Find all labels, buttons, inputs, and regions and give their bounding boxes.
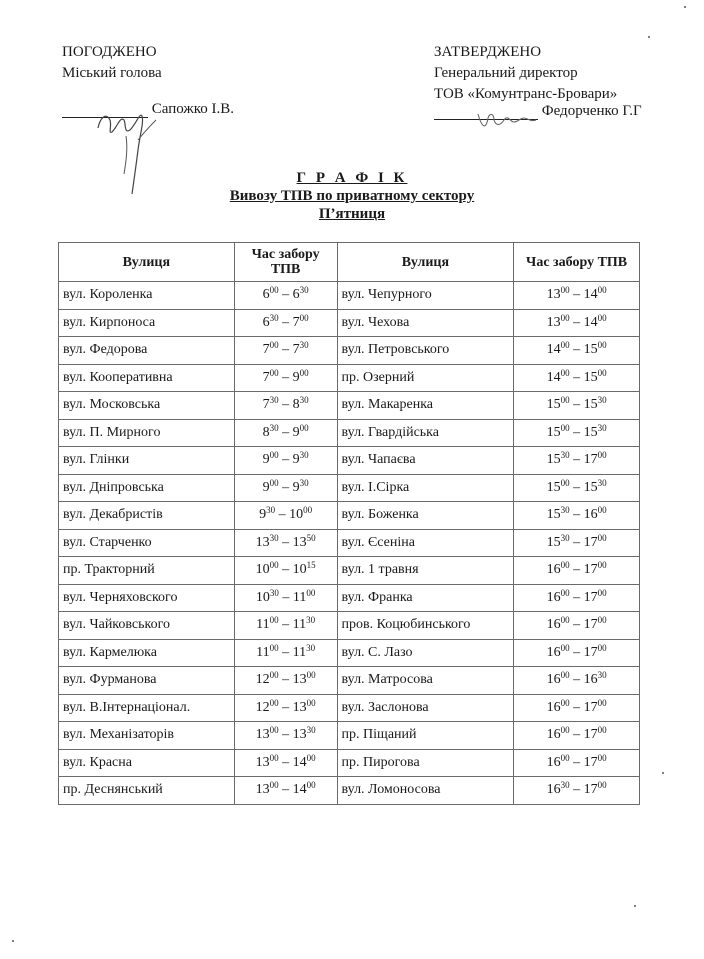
street-cell: вул. Фурманова	[59, 667, 235, 695]
time-minutes: 00	[597, 560, 607, 571]
time-minutes: 00	[597, 642, 607, 653]
time-minutes: 00	[560, 367, 570, 378]
time-cell: $13^{30} - 13^{50}$	[234, 529, 337, 557]
time-cell: $15^{00} - 15^{30}$	[514, 392, 640, 420]
time-minutes: 00	[597, 367, 607, 378]
time-hours: 13	[546, 314, 561, 330]
time-minutes: 30	[266, 505, 276, 516]
time-hours: 15	[546, 452, 561, 468]
street-cell: вул. Петровського	[337, 337, 514, 365]
time-cell: $14^{00} - 15^{00}$	[514, 364, 640, 392]
time-minutes: 00	[269, 340, 279, 351]
time-hours: 11	[292, 617, 307, 633]
time-cell: $12^{00} - 13^{00}$	[234, 667, 337, 695]
header-street-right: Вулиця	[337, 243, 514, 282]
time-hours: 16	[546, 644, 561, 660]
time-hours: 14	[583, 314, 598, 330]
time-cell: $13^{00} - 14^{00}$	[514, 309, 640, 337]
street-cell: вул. С. Лазо	[337, 639, 514, 667]
time-cell: $16^{00} - 17^{00}$	[514, 722, 640, 750]
title-block	[0, 169, 704, 223]
time-hours: 10	[255, 589, 270, 605]
time-minutes: 30	[560, 780, 570, 791]
time-minutes: 00	[269, 752, 279, 763]
time-hours: 13	[292, 727, 307, 743]
street-cell: вул. Чайковського	[59, 612, 235, 640]
street-cell: вул. Франка	[337, 584, 514, 612]
time-cell: $10^{30} - 11^{00}$	[234, 584, 337, 612]
time-minutes: 30	[299, 450, 309, 461]
street-cell: вул. Кирпоноса	[59, 309, 235, 337]
time-minutes: 00	[299, 422, 309, 433]
time-hours: 17	[583, 727, 598, 743]
time-minutes: 30	[299, 395, 309, 406]
time-cell: $13^{00} - 14^{00}$	[234, 777, 337, 805]
street-cell: вул. Черняховского	[59, 584, 235, 612]
time-minutes: 30	[306, 615, 316, 626]
time-minutes: 00	[299, 367, 309, 378]
time-cell: $12^{00} - 13^{00}$	[234, 694, 337, 722]
street-cell: вул. Кооперативна	[59, 364, 235, 392]
time-cell: $13^{00} - 14^{00}$	[514, 282, 640, 310]
street-cell: вул. Федорова	[59, 337, 235, 365]
time-hours: 12	[255, 699, 270, 715]
time-minutes: 00	[560, 477, 570, 488]
time-cell: $9^{00} - 9^{30}$	[234, 474, 337, 502]
time-minutes: 00	[597, 340, 607, 351]
table-row	[59, 557, 640, 585]
time-cell: $16^{00} - 17^{00}$	[514, 557, 640, 585]
street-cell: вул. Матросова	[337, 667, 514, 695]
time-hours: 17	[583, 699, 598, 715]
time-minutes: 30	[597, 477, 607, 488]
time-hours: 16	[546, 617, 561, 633]
time-cell: $16^{00} - 16^{30}$	[514, 667, 640, 695]
time-hours: 11	[292, 589, 307, 605]
approval-right-heading: ЗАТВЕРДЖЕНО	[434, 44, 542, 60]
time-hours: 9	[292, 424, 300, 440]
time-minutes: 00	[269, 697, 279, 708]
street-cell: вул. П. Мирного	[59, 419, 235, 447]
time-hours: 7	[292, 342, 300, 358]
table-row	[59, 447, 640, 475]
time-cell: $11^{00} - 11^{30}$	[234, 612, 337, 640]
time-hours: 17	[583, 452, 598, 468]
time-hours: 15	[583, 424, 598, 440]
time-hours: 17	[583, 534, 598, 550]
time-minutes: 00	[269, 560, 279, 571]
time-minutes: 00	[269, 450, 279, 461]
time-minutes: 30	[299, 477, 309, 488]
time-minutes: 30	[560, 505, 570, 516]
time-cell: $7^{00} - 9^{00}$	[234, 364, 337, 392]
time-cell: $16^{00} - 17^{00}$	[514, 584, 640, 612]
approval-left-position: Міський голова	[62, 65, 162, 81]
street-cell: вул. Боженка	[337, 502, 514, 530]
time-hours: 9	[292, 452, 300, 468]
time-minutes: 00	[560, 697, 570, 708]
time-hours: 14	[292, 754, 307, 770]
approval-left-signer: Сапожко І.В.	[151, 101, 235, 117]
time-hours: 14	[546, 342, 561, 358]
time-minutes: 00	[269, 285, 279, 296]
time-hours: 16	[546, 562, 561, 578]
street-cell: вул. Гвардійська	[337, 419, 514, 447]
time-cell: $16^{00} - 17^{00}$	[514, 749, 640, 777]
table-row	[59, 722, 640, 750]
time-hours: 17	[583, 589, 598, 605]
time-hours: 13	[292, 534, 307, 550]
street-cell: вул. Чехова	[337, 309, 514, 337]
time-minutes: 00	[560, 752, 570, 763]
table-row	[59, 639, 640, 667]
time-hours: 10	[255, 562, 270, 578]
time-hours: 7	[262, 342, 270, 358]
time-hours: 16	[583, 672, 598, 688]
street-cell: вул. В.Інтернаціонал.	[59, 694, 235, 722]
street-cell: вул. Короленка	[59, 282, 235, 310]
time-hours: 13	[255, 534, 270, 550]
time-hours: 11	[256, 644, 270, 660]
time-cell: $16^{00} - 17^{00}$	[514, 612, 640, 640]
time-minutes: 30	[269, 395, 279, 406]
street-cell: вул. Єсеніна	[337, 529, 514, 557]
time-cell: $11^{00} - 11^{30}$	[234, 639, 337, 667]
schedule-table	[58, 242, 640, 805]
time-cell: $15^{30} - 16^{00}$	[514, 502, 640, 530]
time-hours: 13	[292, 672, 307, 688]
street-cell: пр. Піщаний	[337, 722, 514, 750]
time-hours: 16	[583, 507, 598, 523]
time-hours: 13	[292, 699, 307, 715]
street-cell: вул. Макаренка	[337, 392, 514, 420]
time-hours: 14	[546, 369, 561, 385]
time-hours: 16	[546, 727, 561, 743]
table-row	[59, 282, 640, 310]
time-cell: $15^{30} - 17^{00}$	[514, 529, 640, 557]
time-minutes: 00	[597, 587, 607, 598]
time-cell: $9^{30} - 10^{00}$	[234, 502, 337, 530]
time-hours: 17	[583, 782, 598, 798]
time-minutes: 00	[597, 780, 607, 791]
street-cell: вул. Ломоносова	[337, 777, 514, 805]
time-minutes: 00	[269, 477, 279, 488]
time-hours: 16	[546, 699, 561, 715]
time-minutes: 00	[269, 367, 279, 378]
time-hours: 14	[583, 287, 598, 303]
time-hours: 12	[255, 672, 270, 688]
time-hours: 9	[262, 452, 270, 468]
time-minutes: 30	[269, 312, 279, 323]
time-minutes: 00	[269, 642, 279, 653]
time-hours: 10	[292, 562, 307, 578]
time-minutes: 30	[306, 725, 316, 736]
time-cell: $6^{00} - 6^{30}$	[234, 282, 337, 310]
street-cell: вул. Декабристів	[59, 502, 235, 530]
street-cell: вул. Механізаторів	[59, 722, 235, 750]
time-hours: 15	[546, 534, 561, 550]
time-minutes: 00	[597, 532, 607, 543]
table-row	[59, 584, 640, 612]
scan-speck	[662, 772, 664, 774]
time-hours: 15	[583, 369, 598, 385]
time-hours: 15	[583, 342, 598, 358]
time-minutes: 30	[299, 285, 309, 296]
time-minutes: 00	[560, 670, 570, 681]
time-cell: $10^{00} - 10^{15}$	[234, 557, 337, 585]
time-minutes: 30	[299, 340, 309, 351]
header-time-left: Час забору ТПВ	[234, 243, 337, 282]
time-cell: $8^{30} - 9^{00}$	[234, 419, 337, 447]
time-minutes: 00	[560, 615, 570, 626]
document-title: Г Р А Ф І К	[296, 170, 408, 186]
time-cell: $16^{00} - 17^{00}$	[514, 694, 640, 722]
time-minutes: 00	[597, 505, 607, 516]
street-cell: вул. Красна	[59, 749, 235, 777]
time-minutes: 00	[560, 312, 570, 323]
time-minutes: 00	[597, 312, 607, 323]
time-minutes: 00	[560, 587, 570, 598]
time-minutes: 30	[269, 532, 279, 543]
time-minutes: 00	[269, 725, 279, 736]
time-cell: $15^{30} - 17^{00}$	[514, 447, 640, 475]
time-hours: 14	[292, 782, 307, 798]
table-row	[59, 392, 640, 420]
time-minutes: 30	[597, 670, 607, 681]
street-cell: пр. Озерний	[337, 364, 514, 392]
time-hours: 13	[255, 754, 270, 770]
street-cell: пр. Пирогова	[337, 749, 514, 777]
table-row	[59, 419, 640, 447]
table-row	[59, 337, 640, 365]
approval-right-signer: Федорченко Г.Г	[541, 103, 642, 119]
time-minutes: 50	[306, 532, 316, 543]
document-subtitle: Вивозу ТПВ по приватному сектору	[229, 188, 475, 204]
time-minutes: 00	[597, 752, 607, 763]
time-minutes: 00	[299, 312, 309, 323]
header-street-left: Вулиця	[59, 243, 235, 282]
time-minutes: 00	[597, 615, 607, 626]
approval-left-heading: ПОГОДЖЕНО	[62, 44, 157, 60]
time-minutes: 00	[560, 395, 570, 406]
table-row	[59, 612, 640, 640]
time-hours: 13	[255, 727, 270, 743]
time-minutes: 15	[306, 560, 316, 571]
time-hours: 9	[292, 479, 300, 495]
time-hours: 7	[262, 369, 270, 385]
table-row	[59, 502, 640, 530]
time-hours: 13	[255, 782, 270, 798]
street-cell: вул. Московська	[59, 392, 235, 420]
time-minutes: 00	[306, 697, 316, 708]
time-hours: 8	[262, 424, 270, 440]
street-cell: вул. І.Сірка	[337, 474, 514, 502]
time-cell: $15^{00} - 15^{30}$	[514, 474, 640, 502]
street-cell: вул. Чапаєва	[337, 447, 514, 475]
time-minutes: 00	[560, 340, 570, 351]
time-cell: $9^{00} - 9^{30}$	[234, 447, 337, 475]
time-minutes: 30	[306, 642, 316, 653]
scan-speck	[684, 6, 686, 8]
time-minutes: 00	[306, 752, 316, 763]
table-row	[59, 529, 640, 557]
time-hours: 17	[583, 644, 598, 660]
time-minutes: 00	[306, 780, 316, 791]
table-row	[59, 749, 640, 777]
scan-speck	[648, 36, 650, 38]
time-hours: 17	[583, 754, 598, 770]
time-cell: $6^{30} - 7^{00}$	[234, 309, 337, 337]
time-cell: $13^{00} - 14^{00}$	[234, 749, 337, 777]
time-minutes: 00	[560, 725, 570, 736]
street-cell: вул. Кармелюка	[59, 639, 235, 667]
street-cell: вул. Старченко	[59, 529, 235, 557]
time-hours: 15	[546, 397, 561, 413]
time-minutes: 00	[560, 422, 570, 433]
time-minutes: 30	[560, 532, 570, 543]
approval-right-company: ТОВ «Комунтранс-Бровари»	[434, 86, 618, 102]
time-minutes: 00	[560, 642, 570, 653]
time-hours: 8	[292, 397, 300, 413]
time-cell: $16^{00} - 17^{00}$	[514, 639, 640, 667]
time-minutes: 00	[560, 560, 570, 571]
time-minutes: 00	[560, 285, 570, 296]
time-minutes: 00	[303, 505, 313, 516]
street-cell: вул. Дніпровська	[59, 474, 235, 502]
time-cell: $7^{00} - 7^{30}$	[234, 337, 337, 365]
table-row	[59, 364, 640, 392]
street-cell: вул. Глінки	[59, 447, 235, 475]
street-cell: вул. 1 травня	[337, 557, 514, 585]
time-hours: 15	[583, 397, 598, 413]
time-hours: 16	[546, 754, 561, 770]
table-row	[59, 694, 640, 722]
time-hours: 15	[546, 424, 561, 440]
time-hours: 9	[262, 479, 270, 495]
approval-right	[434, 42, 674, 120]
time-minutes: 00	[269, 615, 279, 626]
time-hours: 9	[292, 369, 300, 385]
time-minutes: 00	[306, 670, 316, 681]
time-cell: $15^{00} - 15^{30}$	[514, 419, 640, 447]
approval-right-sign-row	[434, 103, 674, 120]
time-hours: 6	[292, 287, 300, 303]
time-hours: 7	[292, 314, 300, 330]
time-cell: $13^{00} - 13^{30}$	[234, 722, 337, 750]
time-minutes: 30	[269, 587, 279, 598]
time-hours: 11	[292, 644, 307, 660]
street-cell: пров. Коцюбинського	[337, 612, 514, 640]
street-cell: вул. Заслонова	[337, 694, 514, 722]
time-hours: 16	[546, 782, 561, 798]
time-hours: 16	[546, 672, 561, 688]
time-hours: 7	[262, 397, 270, 413]
time-cell: $14^{00} - 15^{00}$	[514, 337, 640, 365]
table-row	[59, 309, 640, 337]
time-minutes: 00	[597, 285, 607, 296]
time-minutes: 30	[560, 450, 570, 461]
table-row	[59, 777, 640, 805]
table-header-row	[59, 243, 640, 282]
time-hours: 15	[546, 479, 561, 495]
time-minutes: 30	[597, 395, 607, 406]
table-row	[59, 474, 640, 502]
time-minutes: 30	[269, 422, 279, 433]
time-minutes: 00	[597, 697, 607, 708]
street-cell: пр. Деснянський	[59, 777, 235, 805]
street-cell: пр. Тракторний	[59, 557, 235, 585]
time-hours: 6	[262, 314, 270, 330]
time-minutes: 00	[269, 780, 279, 791]
time-hours: 6	[262, 287, 270, 303]
time-hours: 15	[546, 507, 561, 523]
time-minutes: 00	[269, 670, 279, 681]
time-hours: 9	[259, 507, 267, 523]
time-minutes: 30	[597, 422, 607, 433]
time-hours: 15	[583, 479, 598, 495]
schedule-day: П’ятниця	[318, 206, 386, 222]
time-minutes: 00	[597, 725, 607, 736]
time-hours: 17	[583, 617, 598, 633]
table-body	[59, 282, 640, 805]
header-time-right: Час забору ТПВ	[514, 243, 640, 282]
time-cell: $16^{30} - 17^{00}$	[514, 777, 640, 805]
time-hours: 13	[546, 287, 561, 303]
time-hours: 11	[256, 617, 270, 633]
table-row	[59, 667, 640, 695]
time-hours: 10	[289, 507, 304, 523]
time-minutes: 00	[306, 587, 316, 598]
time-cell: $7^{30} - 8^{30}$	[234, 392, 337, 420]
time-hours: 17	[583, 562, 598, 578]
time-hours: 16	[546, 589, 561, 605]
time-minutes: 00	[597, 450, 607, 461]
street-cell: вул. Чепурного	[337, 282, 514, 310]
approval-right-position: Генеральний директор	[434, 65, 578, 81]
scan-speck	[634, 905, 636, 907]
director-handwritten-signature	[474, 108, 544, 134]
scan-speck	[12, 940, 14, 942]
